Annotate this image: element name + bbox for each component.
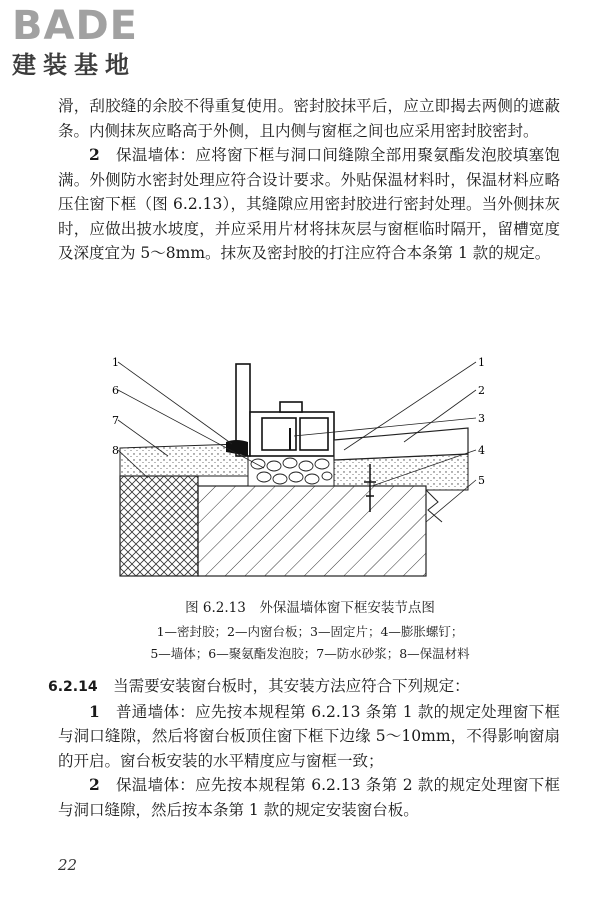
section-number: 6.2.14 xyxy=(48,679,98,695)
callout-right-2: 2 xyxy=(478,384,485,397)
item-number: 1 xyxy=(89,701,100,721)
break-line xyxy=(426,490,442,522)
callout-right-5: 5 xyxy=(478,474,485,487)
paragraph-text: 保温墙体：应将窗下框与洞口间缝隙全部用聚氨酯发泡胶填塞饱满。外侧防水密封处理应符合设计要求。外贴保温材料时，保温材料应略压住窗下框（图 6.2.13），其缝隙应用密封胶进行密封处理。当外侧抹灰时，应做出披水坡度，并应采用片材将抹灰层与窗框临时隔开，留槽宽度及深度宜为 5～8mm。抹灰及密封胶的打注应符合本条第 1 款的规定。 xyxy=(58,146,560,262)
paragraph-continued: 滑，刮胶缝的余胶不得重复使用。密封胶抹平后，应立即揭去两侧的遮蔽条。内侧抹灰应略高于外侧，且内侧与窗框之间也应采用密封胶密封。 xyxy=(58,97,560,140)
page-number: 22 xyxy=(58,856,78,874)
window-frame xyxy=(236,364,334,456)
paragraph-text: 保温墙体：应先按本规程第 6.2.13 条第 2 款的规定处理窗下框与洞口缝隙，然后按本条第 1 款的规定安装窗台板。 xyxy=(58,776,560,819)
section-heading xyxy=(48,674,560,700)
insulation-material xyxy=(120,476,198,576)
callout-right-1: 1 xyxy=(478,356,485,369)
top-text-block xyxy=(58,94,560,266)
item-number: 2 xyxy=(89,775,100,794)
paragraph-ordinary-wall xyxy=(58,700,560,774)
callout-left-6: 6 xyxy=(112,384,119,397)
figure-legend-line-2: 5—墙体；6—聚氨酯发泡胶；7—防水砂浆；8—保温材料 xyxy=(150,646,470,661)
section-heading-text: 当需要安装窗台板时，其安装方法应符合下列规定： xyxy=(113,677,470,695)
window-sill-node-diagram xyxy=(108,356,488,586)
bade-logo xyxy=(12,4,182,84)
paragraph-insulated-wall xyxy=(58,143,560,266)
logo-brand: BADE xyxy=(12,3,138,49)
item-number: 2 xyxy=(89,145,100,164)
inner-sill-board xyxy=(334,428,468,460)
paragraph-insulated-wall-sill xyxy=(58,773,560,822)
callout-right-3: 3 xyxy=(478,412,485,425)
paragraph-text: 普通墙体：应先按本规程第 6.2.13 条第 1 款的规定处理窗下框与洞口缝隙，然后将窗台板顶住窗下框下边缘 5～10mm，不得影响窗扇的开启。窗台板安装的水平精度应与窗框一致； xyxy=(58,702,560,770)
callout-left-8: 8 xyxy=(112,444,119,457)
wall-body xyxy=(198,486,426,576)
logo-subtitle: 建装基地 xyxy=(12,51,136,79)
callout-left-7: 7 xyxy=(112,414,119,427)
figure-title: 图 6.2.13 外保温墙体窗下框安装节点图 xyxy=(185,600,435,616)
callout-left-1: 1 xyxy=(112,356,119,369)
callout-right-4: 4 xyxy=(478,444,485,457)
figure-legend-line-1: 1—密封胶；2—内窗台板；3—固定片；4—膨胀螺钉； xyxy=(156,624,464,639)
bottom-text-block xyxy=(48,674,560,822)
